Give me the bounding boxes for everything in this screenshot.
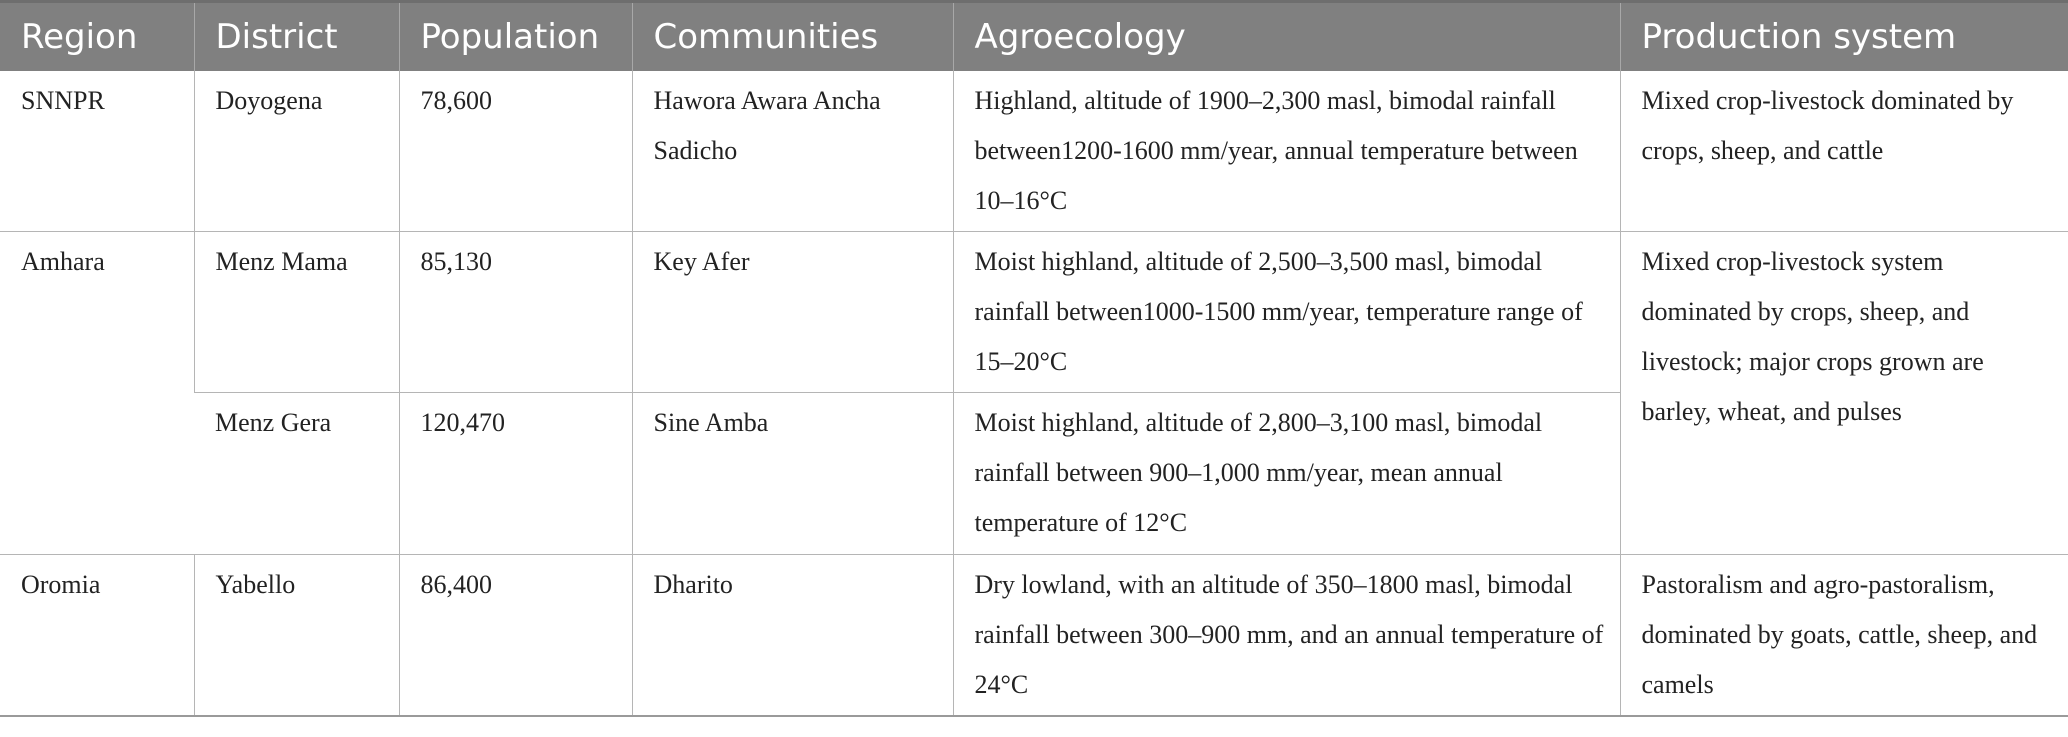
cell-population: 85,130 <box>399 232 632 393</box>
cell-region: Oromia <box>0 555 194 716</box>
cell-agroecology: Highland, altitude of 1900–2,300 masl, bimodal rainfall between1200-1600 mm/year, annual temperature between 10–16°C <box>953 71 1620 232</box>
table-row <box>0 555 2068 716</box>
table-body <box>0 71 2068 716</box>
table-header <box>0 2 2068 71</box>
column-header-production-system: Production system <box>1620 2 2068 71</box>
cell-production-system: Mixed crop-livestock dominated by crops, sheep, and cattle <box>1620 71 2068 232</box>
cell-communities: Sine Amba <box>632 393 953 555</box>
cell-communities: Hawora Awara Ancha Sadicho <box>632 71 953 232</box>
table-row <box>0 232 2068 393</box>
cell-agroecology: Moist highland, altitude of 2,800–3,100 masl, bimodal rainfall between 900–1,000 mm/year, mean annual temperature of 12°C <box>953 393 1620 555</box>
cell-district: Doyogena <box>194 71 399 232</box>
cell-agroecology: Dry lowland, with an altitude of 350–1800 masl, bimodal rainfall between 300–900 mm, and an annual temperature of 24°C <box>953 555 1620 716</box>
column-header-population: Population <box>399 2 632 71</box>
cell-population: 120,470 <box>399 393 632 555</box>
cell-population: 86,400 <box>399 555 632 716</box>
cell-district: Menz Mama <box>194 232 399 393</box>
column-header-agroecology: Agroecology <box>953 2 1620 71</box>
cell-agroecology: Moist highland, altitude of 2,500–3,500 masl, bimodal rainfall between1000-1500 mm/year, temperature range of 15–20°C <box>953 232 1620 393</box>
table-row <box>0 71 2068 232</box>
cell-district: Yabello <box>194 555 399 716</box>
cell-district: Menz Gera <box>194 393 399 555</box>
header-row <box>0 2 2068 71</box>
cell-communities: Dharito <box>632 555 953 716</box>
cell-population: 78,600 <box>399 71 632 232</box>
cell-production-system: Mixed crop-livestock system dominated by crops, sheep, and livestock; major crops grown are barley, wheat, and pulses <box>1620 232 2068 555</box>
cell-region: Amhara <box>0 232 194 555</box>
cell-production-system: Pastoralism and agro-pastoralism, dominated by goats, cattle, sheep, and camels <box>1620 555 2068 716</box>
column-header-district: District <box>194 2 399 71</box>
column-header-communities: Communities <box>632 2 953 71</box>
cell-communities: Key Afer <box>632 232 953 393</box>
column-header-region: Region <box>0 2 194 71</box>
cell-region: SNNPR <box>0 71 194 232</box>
